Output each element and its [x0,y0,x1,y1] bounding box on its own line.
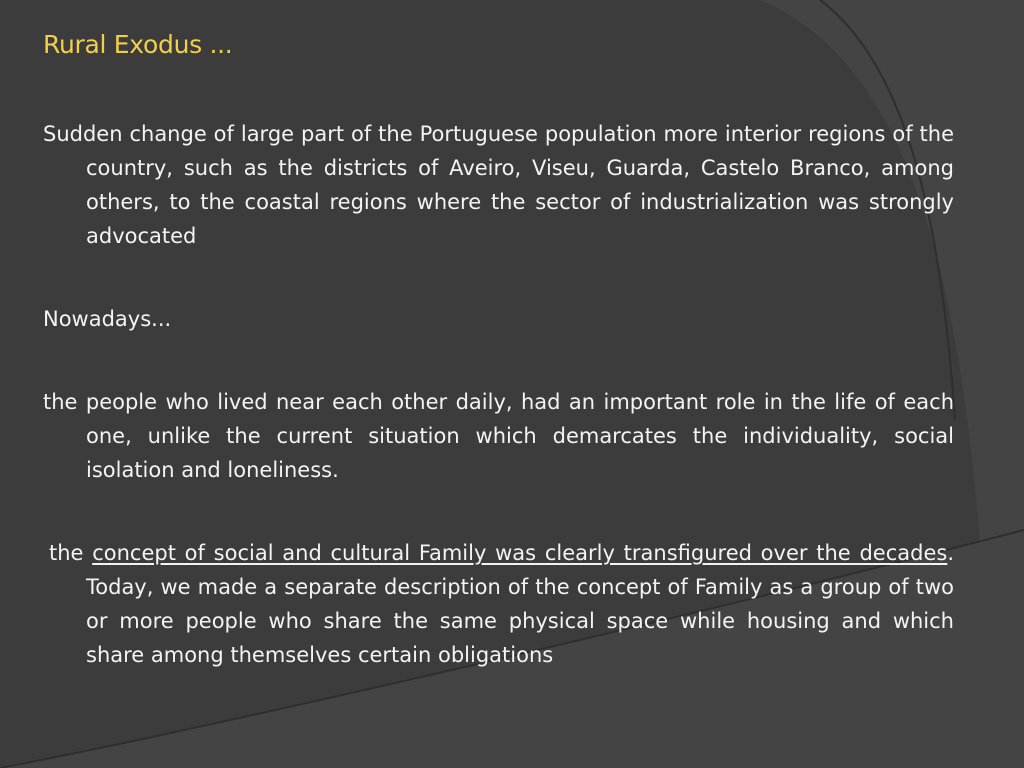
paragraph-people: the people who lived near each other daily, had an important role in the life of each one, unlike the current situation which demarcates the individuality, social isolation and loneliness. [43,390,954,482]
concept-link[interactable]: concept of social and cultural Family was clearly transfigured over the decades [92,541,948,565]
slide-title: Rural Exodus ... [43,30,233,59]
paragraph-suffix: . Today, we made a separate description of the concept of Family as a group of two or more people who share the same physical space while housing and which share among themselves certain obligations [86,541,954,667]
paragraph-nowadays: Nowadays... [43,307,172,331]
paragraph-rural-exodus: Sudden change of large part of the Portuguese population more interior regions of the country, such as the districts of Aveiro, Viseu, Guarda, Castelo Branco, among others, to the coastal regions where the sector of industrialization was strongly advocated [43,122,954,248]
paragraph-prefix: the [49,541,93,565]
paragraph-family-concept [49,536,954,672]
slide-content [43,117,954,672]
